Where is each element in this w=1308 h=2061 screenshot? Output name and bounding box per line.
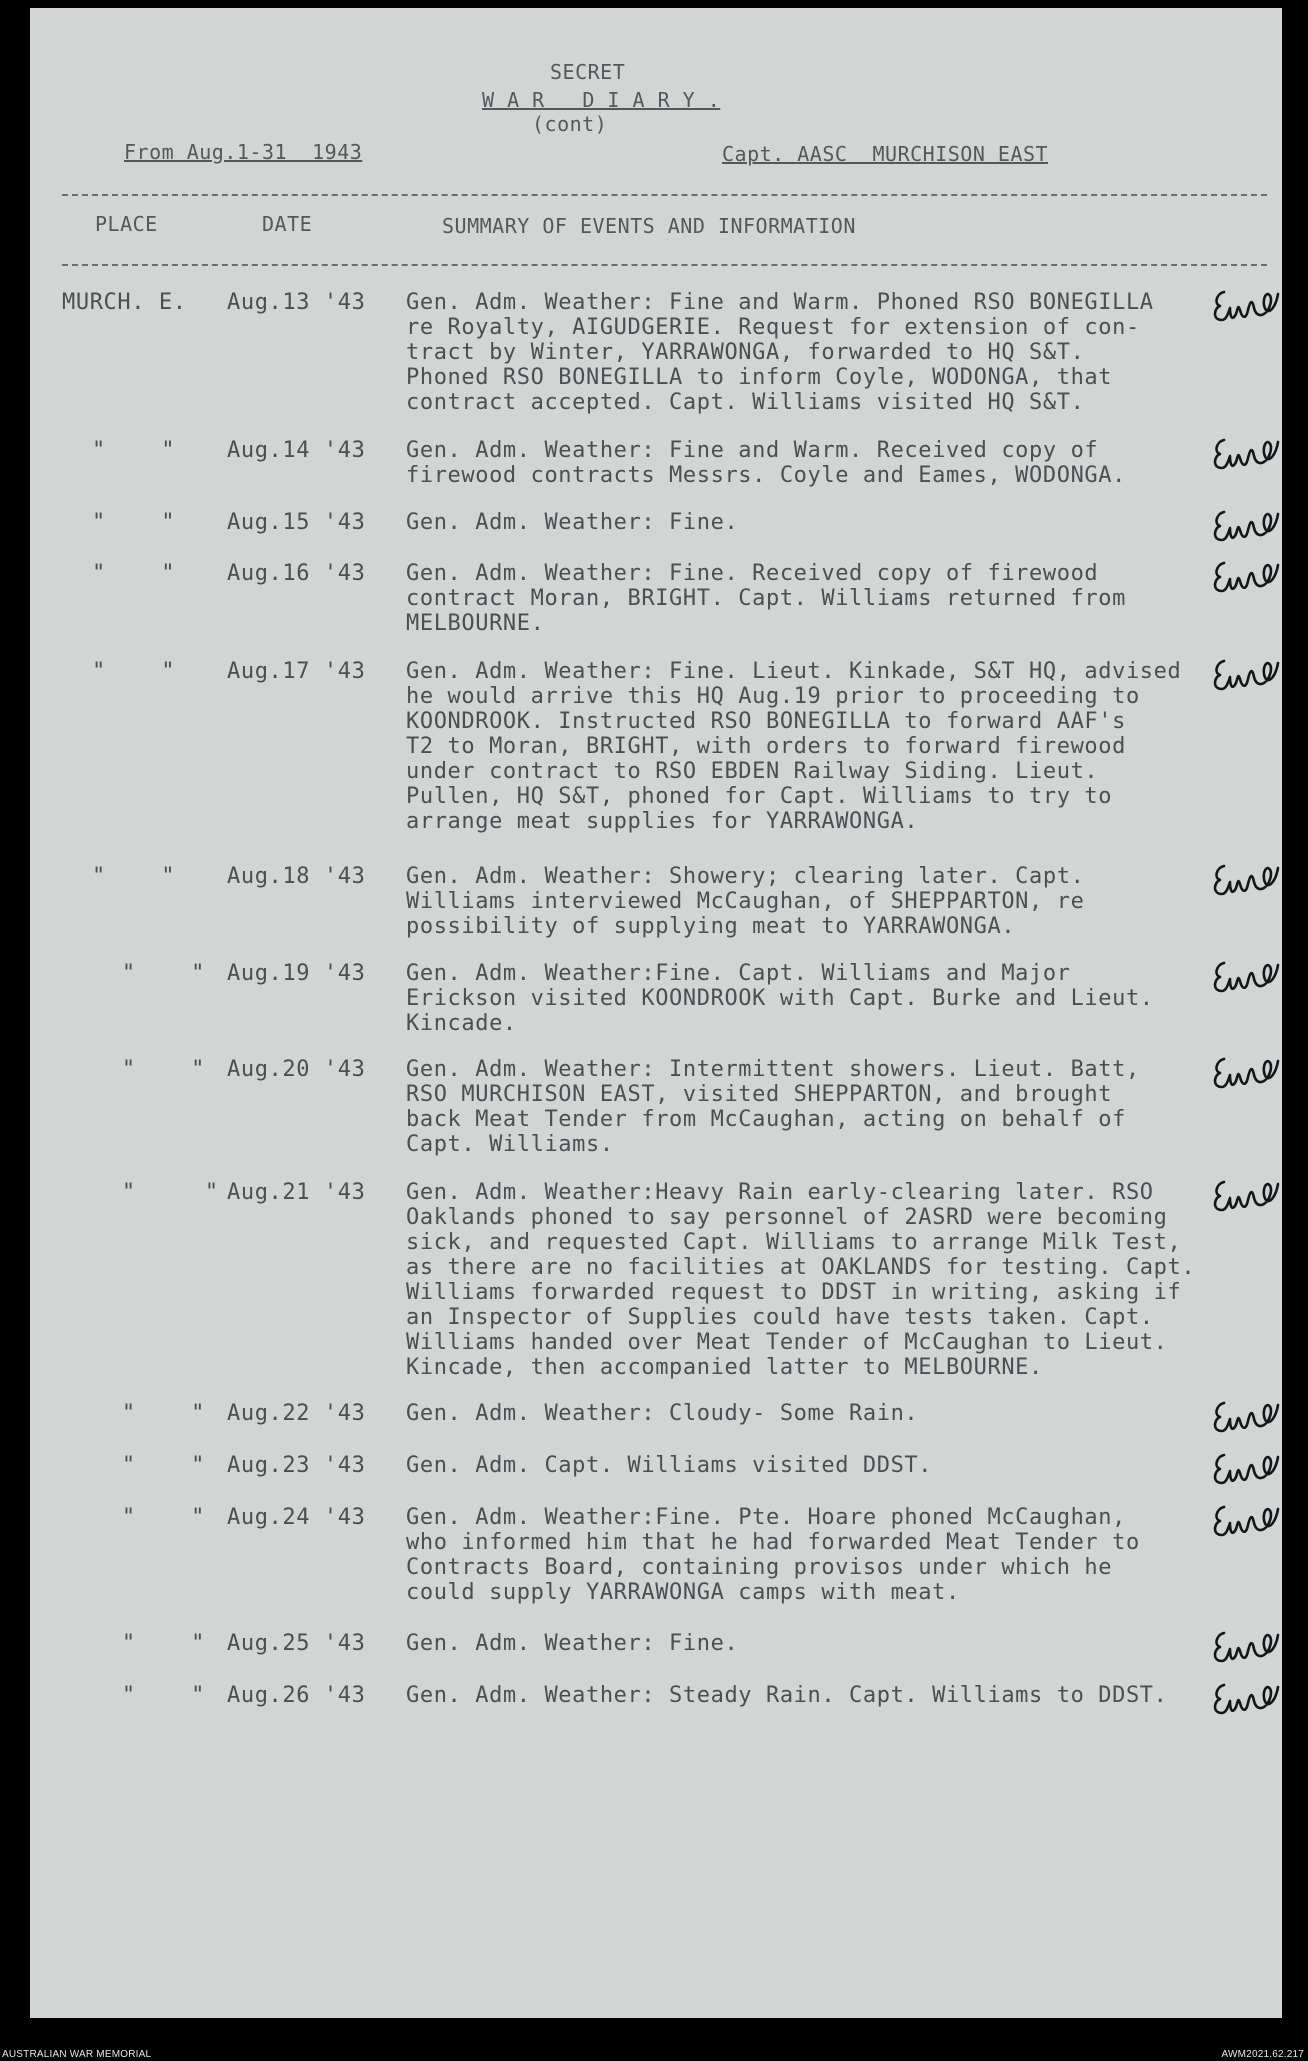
handwritten-initials [1210, 1499, 1282, 1547]
handwritten-initials [1210, 555, 1282, 603]
diary-page [30, 8, 1282, 2018]
summary-line: as there are no facilities at OAKLANDS for testing. Capt. [406, 1255, 1196, 1280]
handwritten-initials [1210, 1051, 1282, 1099]
handwritten-initials [1210, 1625, 1282, 1673]
entry-place: " " [108, 1505, 205, 1530]
summary-line: firewood contracts Messrs. Coyle and Eames, WODONGA. [406, 463, 1126, 488]
summary-line: Gen. Adm. Weather:Fine. Capt. Williams and Major [406, 961, 1071, 986]
unit-label: Capt. AASC MURCHISON EAST [722, 142, 1049, 166]
entry-summary [406, 1683, 1282, 1708]
summary-line: he would arrive this HQ Aug.19 prior to proceeding to [406, 684, 1140, 709]
entry-summary [406, 510, 1282, 535]
summary-line: Phoned RSO BONEGILLA to inform Coyle, WODONGA, that [406, 365, 1113, 390]
column-header-summary: SUMMARY OF EVENTS AND INFORMATION [442, 214, 856, 238]
entry-date: Aug.13 '43 [227, 290, 366, 315]
summary-line: Gen. Adm. Weather:Fine. Pte. Hoare phoned McCaughan, [406, 1505, 1126, 1530]
summary-line: an Inspector of Supplies could have tests taken. Capt. [406, 1305, 1154, 1330]
entry-summary [406, 1453, 1282, 1478]
entry-place: " " [108, 1180, 219, 1205]
entry-place: " " [92, 510, 176, 535]
summary-line: Williams forwarded request to DDST in writing, asking if [406, 1280, 1182, 1305]
summary-line: Williams handed over Meat Tender of McCaughan to Lieut. [406, 1330, 1168, 1355]
entry-summary [406, 561, 1282, 636]
summary-line: Gen. Adm. Capt. Williams visited DDST. [406, 1453, 933, 1478]
entry-date: Aug.17 '43 [227, 659, 366, 684]
entry-date: Aug.24 '43 [227, 1505, 366, 1530]
entry-summary [406, 961, 1282, 1036]
header-rule-top [62, 194, 1267, 196]
summary-line: contract Moran, BRIGHT. Capt. Williams returned from [406, 586, 1126, 611]
summary-line: Williams interviewed McCaughan, of SHEPPARTON, re [406, 889, 1085, 914]
entry-place: " " [108, 1683, 205, 1708]
entry-date: Aug.21 '43 [227, 1180, 366, 1205]
entry-summary [406, 659, 1282, 834]
archive-reference: AWM2021.62.217 [1221, 2049, 1304, 2060]
summary-line: Gen. Adm. Weather: Showery; clearing later. Capt. [406, 864, 1085, 889]
entry-place: " " [92, 659, 176, 684]
classification-label: SECRET [550, 60, 626, 84]
header-rule-bottom [62, 264, 1267, 266]
summary-line: Gen. Adm. Weather: Fine. Received copy of firewood [406, 561, 1099, 586]
entry-summary [406, 1057, 1282, 1157]
summary-line: Gen. Adm. Weather:Heavy Rain early-clearing later. RSO [406, 1180, 1154, 1205]
summary-line: RSO MURCHISON EAST, visited SHEPPARTON, and brought [406, 1082, 1113, 1107]
summary-line: tract by Winter, YARRAWONGA, forwarded to HQ S&T. [406, 340, 1085, 365]
summary-line: Contracts Board, containing provisos under which he [406, 1555, 1113, 1580]
summary-line: possibility of supplying meat to YARRAWONGA. [406, 914, 1016, 939]
entry-date: Aug.16 '43 [227, 561, 366, 586]
summary-line: Gen. Adm. Weather: Fine and Warm. Received copy of [406, 438, 1099, 463]
entry-date: Aug.23 '43 [227, 1453, 366, 1478]
summary-line: Gen. Adm. Weather: Intermittent showers. Lieut. Batt, [406, 1057, 1140, 1082]
summary-line: KOONDROOK. Instructed RSO BONEGILLA to forward AAF's [406, 709, 1126, 734]
entry-summary [406, 438, 1282, 488]
entry-summary [406, 1631, 1282, 1656]
entry-date: Aug.18 '43 [227, 864, 366, 889]
summary-line: Kincade. [406, 1011, 517, 1036]
entry-summary [406, 1180, 1282, 1380]
period-label: From Aug.1-31 1943 [124, 140, 363, 164]
entry-date: Aug.14 '43 [227, 438, 366, 463]
entry-date: Aug.20 '43 [227, 1057, 366, 1082]
archive-name: AUSTRALIAN WAR MEMORIAL [2, 2049, 152, 2060]
summary-line: Capt. Williams. [406, 1132, 614, 1157]
entry-date: Aug.22 '43 [227, 1401, 366, 1426]
summary-line: Gen. Adm. Weather: Fine. Lieut. Kinkade, S&T HQ, advised [406, 659, 1182, 684]
entry-summary [406, 1505, 1282, 1605]
handwritten-initials [1210, 432, 1282, 480]
summary-line: Erickson visited KOONDROOK with Capt. Burke and Lieut. [406, 986, 1154, 1011]
handwritten-initials [1210, 1447, 1282, 1495]
archive-footer [0, 2049, 1308, 2061]
summary-line: MELBOURNE. [406, 611, 545, 636]
handwritten-initials [1210, 504, 1282, 552]
document-title: W A R D I A R Y . [482, 88, 721, 112]
summary-line: T2 to Moran, BRIGHT, with orders to forward firewood [406, 734, 1126, 759]
entry-summary [406, 864, 1282, 939]
entry-date: Aug.15 '43 [227, 510, 366, 535]
handwritten-initials [1210, 1395, 1282, 1443]
entry-place: " " [108, 1057, 205, 1082]
summary-line: contract accepted. Capt. Williams visited HQ S&T. [406, 390, 1085, 415]
summary-line: who informed him that he had forwarded Meat Tender to [406, 1530, 1140, 1555]
summary-line: Pullen, HQ S&T, phoned for Capt. Williams to try to [406, 784, 1113, 809]
summary-line: sick, and requested Capt. Williams to arrange Milk Test, [406, 1230, 1182, 1255]
summary-line: Gen. Adm. Weather: Cloudy- Some Rain. [406, 1401, 919, 1426]
column-header-date: DATE [262, 212, 313, 236]
summary-line: Gen. Adm. Weather: Fine. [406, 510, 739, 535]
summary-line: Gen. Adm. Weather: Fine. [406, 1631, 739, 1656]
handwritten-initials [1210, 1677, 1282, 1725]
handwritten-initials [1210, 1174, 1282, 1222]
summary-line: under contract to RSO EBDEN Railway Siding. Lieut. [406, 759, 1099, 784]
entry-place: " " [92, 561, 176, 586]
summary-line: arrange meat supplies for YARRAWONGA. [406, 809, 919, 834]
handwritten-initials [1210, 653, 1282, 701]
entry-place: MURCH. E. [62, 290, 187, 315]
summary-line: could supply YARRAWONGA camps with meat. [406, 1580, 960, 1605]
entry-summary [406, 1401, 1282, 1426]
entry-place: " " [108, 961, 205, 986]
summary-line: Gen. Adm. Weather: Fine and Warm. Phoned RSO BONEGILLA [406, 290, 1154, 315]
entry-place: " " [108, 1401, 205, 1426]
handwritten-initials [1210, 284, 1282, 332]
summary-line: Kincade, then accompanied latter to MELBOURNE. [406, 1355, 1043, 1380]
entry-summary [406, 290, 1282, 415]
handwritten-initials [1210, 858, 1282, 906]
continued-label: (cont) [532, 112, 608, 136]
entry-place: " " [92, 864, 176, 889]
entry-place: " " [108, 1453, 205, 1478]
summary-line: Oaklands phoned to say personnel of 2ASRD were becoming [406, 1205, 1168, 1230]
column-header-place: PLACE [95, 212, 158, 236]
entry-date: Aug.19 '43 [227, 961, 366, 986]
entry-date: Aug.26 '43 [227, 1683, 366, 1708]
summary-line: back Meat Tender from McCaughan, acting on behalf of [406, 1107, 1126, 1132]
handwritten-initials [1210, 955, 1282, 1003]
entry-place: " " [92, 438, 176, 463]
summary-line: re Royalty, AIGUDGERIE. Request for extension of con- [406, 315, 1140, 340]
entry-place: " " [108, 1631, 205, 1656]
summary-line: Gen. Adm. Weather: Steady Rain. Capt. Williams to DDST. [406, 1683, 1168, 1708]
entry-date: Aug.25 '43 [227, 1631, 366, 1656]
